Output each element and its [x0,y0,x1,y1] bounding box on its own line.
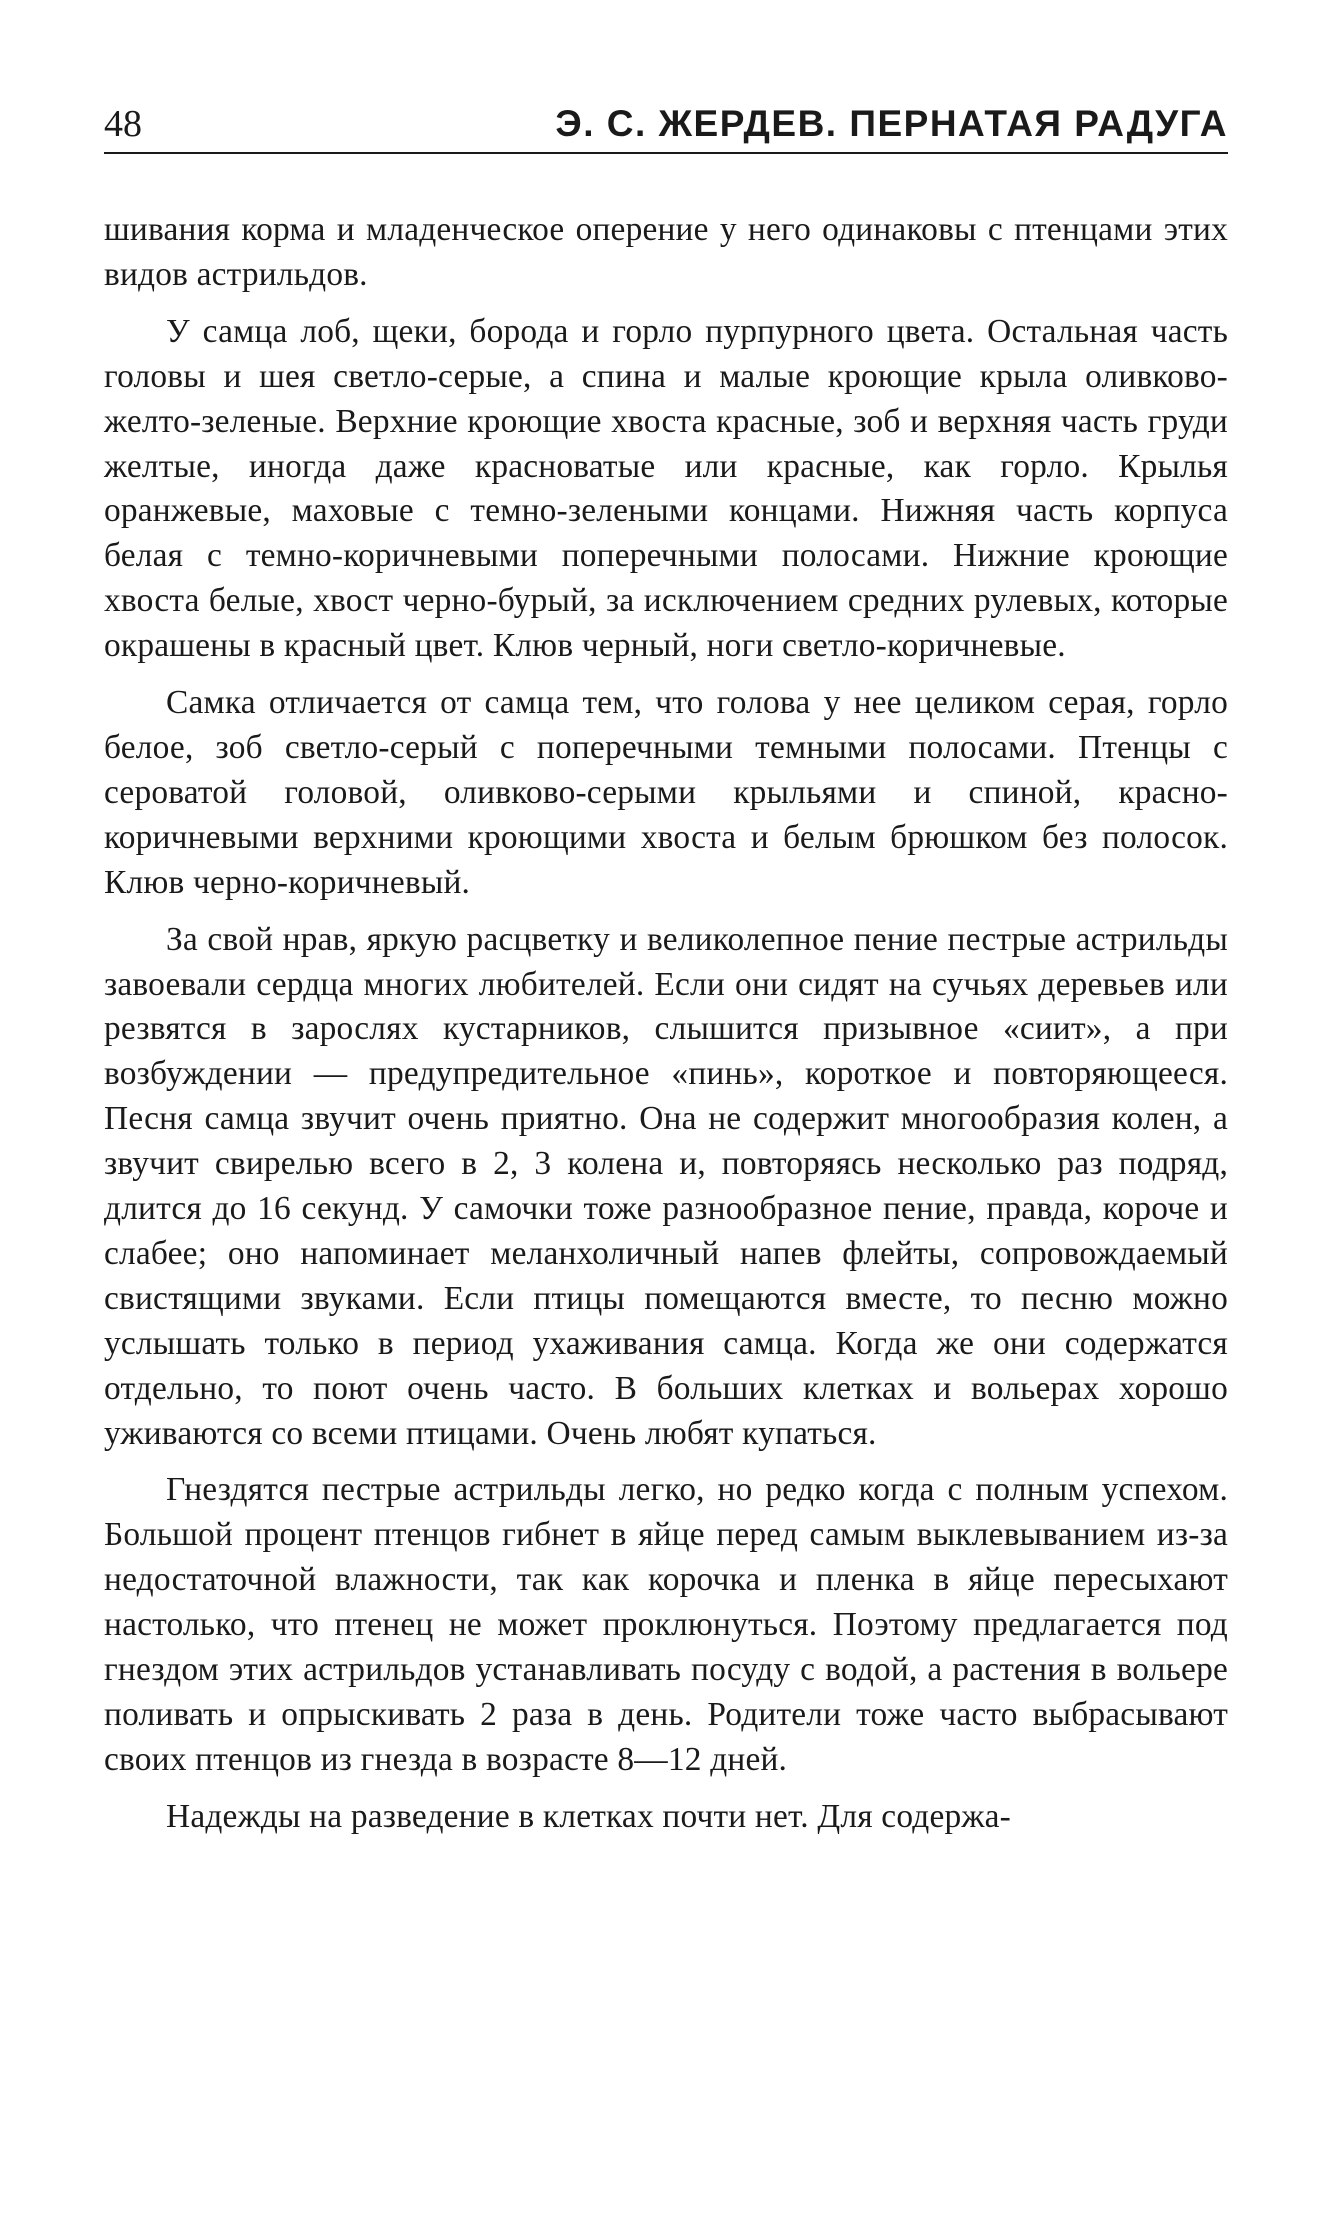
book-title: Э. С. ЖЕРДЕВ. ПЕРНАТАЯ РАДУГА [555,103,1228,144]
paragraph-continuation: шивания корма и младенческое оперение у него одинаковы с птенцами этих видов астрильдов. [104,211,1228,293]
paragraph-song-behavior: За свой нрав, яркую расцветку и великолепное пение пестрые астрильды завоевали сердца многих любителей. Если они сидят на сучьях деревьев или резвятся в зарослях кустарников, слышится призывное «сиит», а при возбуждении — предупредительное «пинь», короткое и повторяющееся. Песня самца звучит очень приятно. Она не содержит многообразия колен, а звучит свирелью всего в 2, 3 колена и, повторяясь несколько раз подряд, длится до 16 секунд. У самочки тоже разнообразное пение, правда, короче и слабее; оно напоминает меланхоличный напев флейты, сопровождаемый свистящими звуками. Если птицы помещаются вместе, то песню можно услышать только в период ухаживания самца. Когда же они содержатся отдельно, то поют очень часто. В больших клетках и вольерах хорошо уживаются со всеми птицами. Очень любят купаться. [104,920,1228,1452]
paragraph-breeding: Надежды на разведение в клетках почти нет. Для содержа- [166,1797,1011,1835]
paragraph-nesting: Гнездятся пестрые астрильды легко, но редко когда с полным успехом. Большой процент птенцов гибнет в яйце перед самым выклевыванием из-за недостаточной влажности, так как корочка и пленка в яйце пересыхают настолько, что птенец не может проклюнуться. Поэтому предлагается под гнездом этих астрильдов устанавливать посуду с водой, а растения в вольере поливать и опрыскивать 2 раза в день. Родители тоже часто выбрасывают своих птенцов из гнезда в возрасте 8—12 дней. [104,1471,1228,1778]
running-head [104,92,1228,154]
paragraph-female-description: Самка отличается от самца тем, что голова у нее целиком серая, горло белое, зоб светло-серый с поперечными темными полосами. Птенцы с сероватой головой, оливково-серыми крыльями и спиной, красно-коричневыми верхними кроющими хвоста и белым брюшком без полосок. Клюв черно-коричневый. [104,684,1228,901]
paragraph-male-description: У самца лоб, щеки, борода и горло пурпурного цвета. Остальная часть головы и шея светло-серые, а спина и малые кроющие крыла оливково-желто-зеленые. Верхние кроющие хвоста красные, зоб и верхняя часть груди желтые, иногда даже красноватые или красные, как горло. Крылья оранжевые, маховые с темно-зелеными концами. Нижняя часть корпуса белая с темно-коричневыми поперечными полосами. Нижние кроющие хвоста белые, хвост черно-бурый, за исключением средних рулевых, которые окрашены в красный цвет. Клюв черный, ноги светло-коричневые. [104,312,1228,665]
book-page [104,0,1228,2237]
body-text [104,208,1228,1852]
page-number: 48 [104,103,142,145]
